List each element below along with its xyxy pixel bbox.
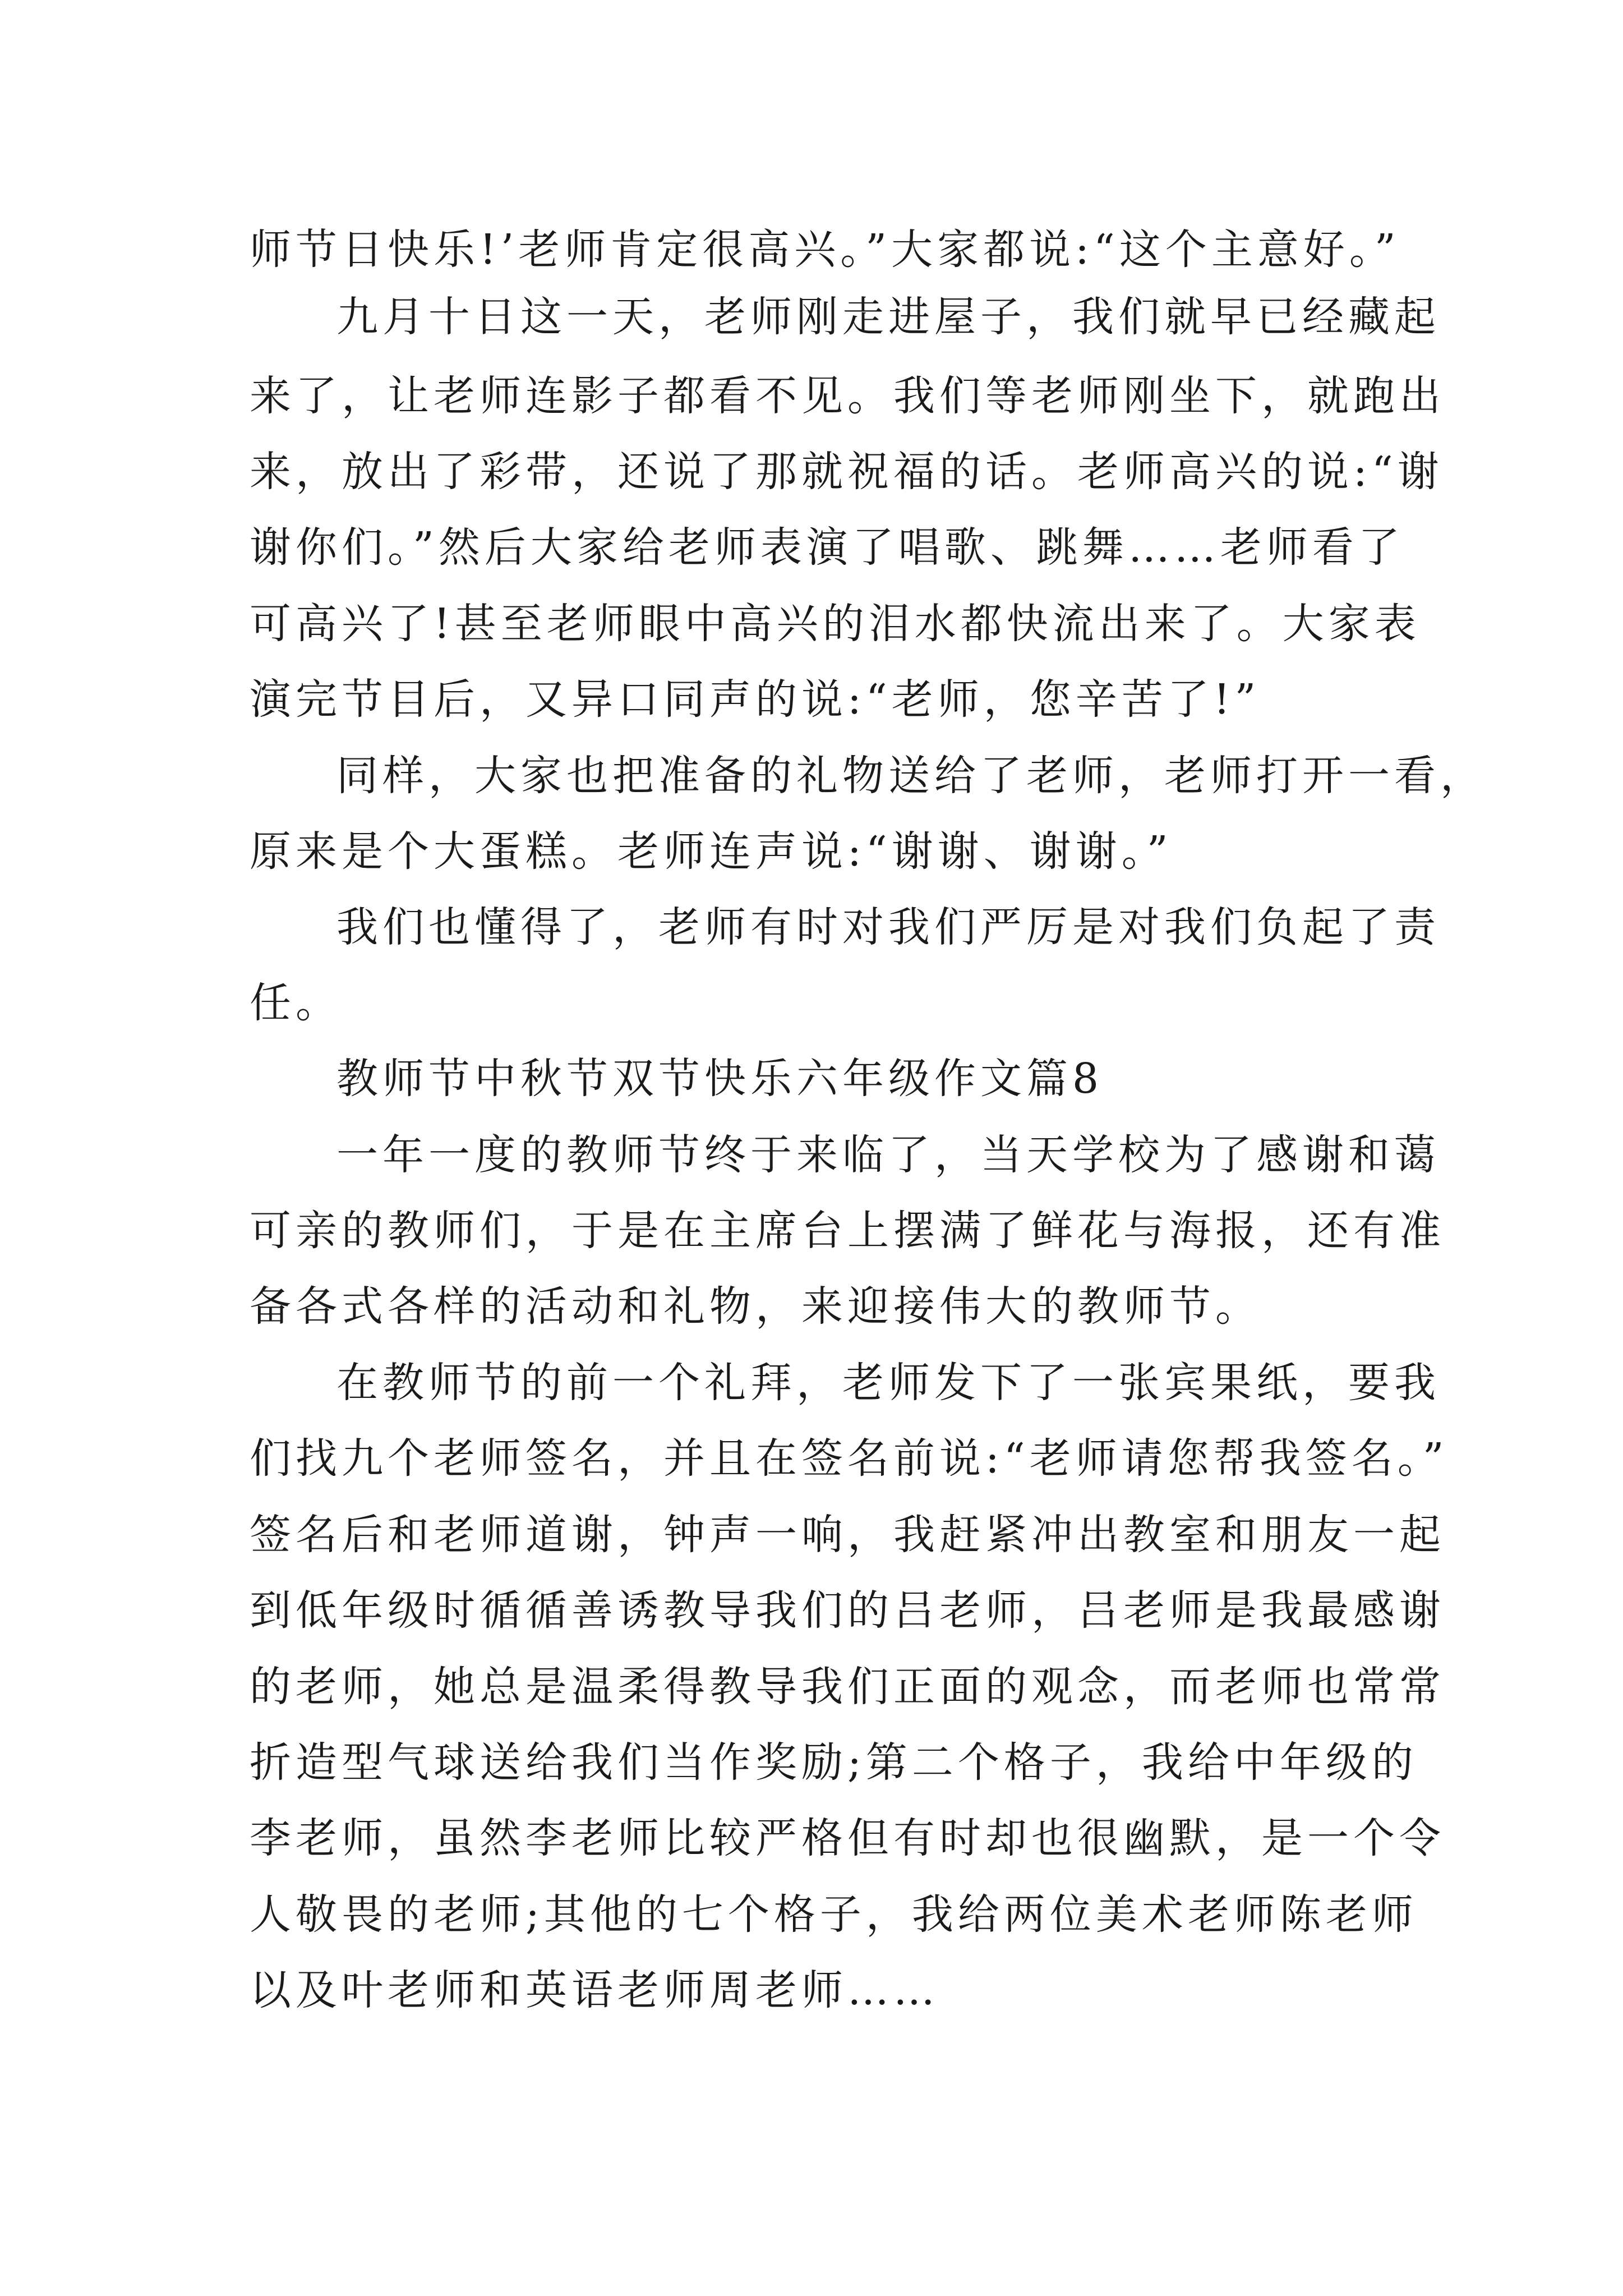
text-line-9: 原来是个大蛋糕。老师连声说:“谢谢、谢谢。” (250, 827, 1173, 876)
text-line-3: 来了，让老师连影子都看不见。我们等老师刚坐下，就跑出 (250, 372, 1445, 420)
text-line-13: 一年一度的教师节终于来临了，当天学校为了感谢和蔼 (336, 1131, 1440, 1179)
text-line-14: 可亲的教师们，于是在主席台上摆满了鲜花与海报，还有准 (250, 1207, 1445, 1255)
text-line-1: 师节日快乐!’老师肯定很高兴。”大家都说:“这个主意好。” (250, 226, 1400, 274)
text-line-24: 以及叶老师和英语老师周老师…… (250, 1966, 939, 2014)
text-line-17: 们找九个老师签名，并且在签名前说:“老师请您帮我签名。” (250, 1434, 1449, 1483)
text-line-22: 李老师，虽然李老师比较严格但有时却也很幽默，是一个令 (250, 1814, 1445, 1862)
text-line-11: 任。 (250, 979, 342, 1027)
text-line-6: 可高兴了!甚至老师眼中高兴的泪水都快流出来了。大家表 (250, 600, 1421, 648)
text-line-23: 人敬畏的老师;其他的七个格子，我给两位美术老师陈老师 (250, 1890, 1418, 1939)
text-line-5: 谢你们。”然后大家给老师表演了唱歌、跳舞……老师看了 (250, 523, 1404, 572)
text-line-10: 我们也懂得了，老师有时对我们严厉是对我们负起了责 (336, 903, 1440, 951)
text-line-19: 到低年级时循循善诱教导我们的吕老师，吕老师是我最感谢 (250, 1586, 1445, 1635)
text-line-4: 来，放出了彩带，还说了那就祝福的话。老师高兴的说:“谢 (250, 448, 1444, 496)
text-line-15: 备各式各样的活动和礼物，来迎接伟大的教师节。 (250, 1282, 1261, 1331)
text-line-20: 的老师，她总是温柔得教导我们正面的观念，而老师也常常 (250, 1663, 1445, 1711)
text-line-21: 折造型气球送给我们当作奖励;第二个格子，我给中年级的 (250, 1738, 1418, 1787)
text-line-16: 在教师节的前一个礼拜，老师发下了一张宾果纸，要我 (336, 1359, 1440, 1407)
section-heading: 教师节中秋节双节快乐六年级作文篇8 (336, 1055, 1104, 1103)
text-line-2: 九月十日这一天，老师刚走进屋子，我们就早已经藏起 (336, 293, 1440, 341)
text-line-8: 同样，大家也把准备的礼物送给了老师，老师打开一看， (336, 752, 1486, 800)
text-line-18: 签名后和老师道谢，钟声一响，我赶紧冲出教室和朋友一起 (250, 1511, 1445, 1559)
text-line-7: 演完节目后，又异口同声的说:“老师，您辛苦了!” (250, 675, 1261, 724)
